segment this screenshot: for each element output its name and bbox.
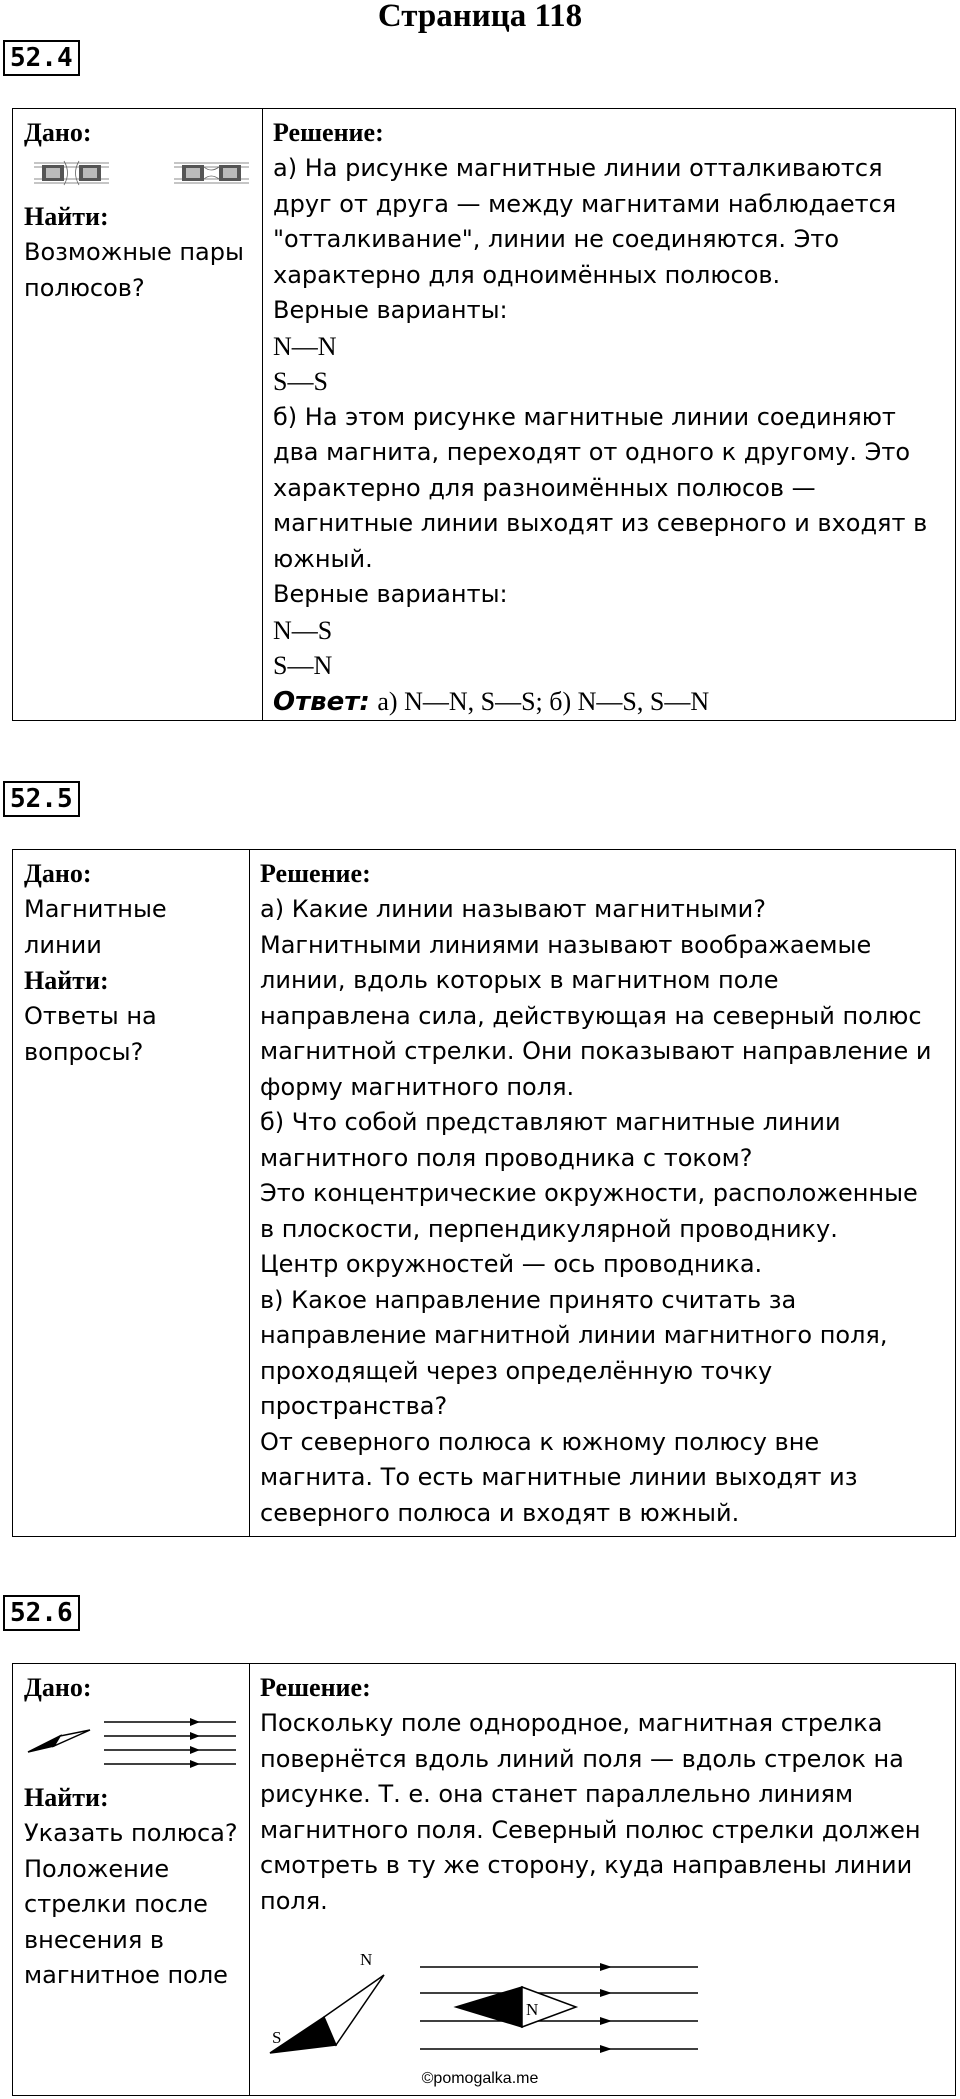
needle-north-label: N (526, 2000, 539, 2019)
magnet-pairs-figure (24, 153, 254, 193)
solution-line: направлена сила, действующая на северный полюс (260, 1001, 922, 1030)
solution-header: Решение: (260, 1673, 371, 1702)
find-text: Возможные пары полюсов? (24, 238, 244, 302)
solution-line: поля. (260, 1886, 328, 1915)
given-text: Магнитные линии (24, 895, 167, 959)
pole-pair: S—S (273, 367, 328, 396)
solution-line: линии, вдоль которых в магнитном поле (260, 966, 779, 994)
solution-line: в плоскости, перпендикулярной проводнику. (260, 1214, 838, 1243)
solution-line: два магнита, переходят от одного к другому. Это (273, 438, 911, 466)
solution-line: а) На рисунке магнитные линии отталкиваются (273, 154, 883, 182)
solution-line: Верные варианты: (273, 580, 508, 608)
find-header: Найти: (24, 1783, 109, 1812)
solution-line: проходящей через определённую точку (260, 1356, 773, 1385)
solution-line: характерно для разноимённых полюсов — (273, 473, 816, 502)
task-52-6 (12, 1663, 956, 2096)
solution-line: "отталкивание", линии не соединяются. Это (273, 225, 840, 253)
given-header: Дано: (24, 1673, 92, 1702)
pole-pair: N—N (273, 331, 337, 361)
solution-line: магнитного поля. Северный полюс стрелки должен (260, 1815, 921, 1844)
needle-in-field-figure (24, 1708, 239, 1774)
solution-line: магнитные линии выходят из северного и входят в (273, 509, 928, 537)
task-52-4 (12, 108, 956, 721)
given-header: Дано: (24, 859, 92, 888)
solution-line: Верные варианты: (273, 296, 508, 324)
solution-line: в) Какое направление принято считать за (260, 1285, 797, 1314)
solution-text (273, 151, 947, 720)
solution-header: Решение: (260, 859, 371, 888)
solution-line: направление магнитной линии магнитного поля, (260, 1321, 888, 1349)
pole-pair: S—N (273, 651, 333, 680)
given-column (13, 850, 250, 1536)
find-text: Указать полюса? Положение стрелки после внесения в магнитное поле (24, 1819, 238, 1989)
solution-line: пространства? (260, 1392, 448, 1420)
find-header: Найти: (24, 966, 109, 995)
solution-line: северного полюса и входят в южный. (260, 1498, 740, 1527)
task-number-52-6: 52.6 (3, 1595, 80, 1631)
solution-line: смотреть в ту же сторону, куда направлены линии (260, 1851, 913, 1879)
solution-line: форму магнитного поля. (260, 1072, 575, 1101)
solution-header: Решение: (273, 118, 384, 147)
solution-text (260, 892, 947, 1531)
page-title: Страница 118 (377, 0, 583, 34)
task-number-52-5: 52.5 (3, 781, 80, 817)
solution-line: От северного полюса к южному полюсу вне (260, 1427, 820, 1456)
given-header: Дано: (24, 118, 92, 147)
find-text: Ответы на вопросы? (24, 1002, 157, 1066)
solution-line: друг от друга — между магнитами наблюдается (273, 189, 897, 218)
find-header: Найти: (24, 202, 109, 231)
task-number-52-4: 52.4 (3, 40, 80, 76)
south-label: S (272, 2028, 282, 2047)
solution-line: б) Что собой представляют магнитные линии (260, 1108, 841, 1136)
solution-line: магнита. То есть магнитные линии выходят из (260, 1463, 858, 1491)
solution-line: южный. (273, 544, 373, 573)
north-label: N (360, 1950, 373, 1969)
answer-label: Ответ: (273, 686, 370, 717)
solution-line: б) На этом рисунке магнитные линии соединяют (273, 402, 896, 431)
solution-line: Магнитными линиями называют воображаемые (260, 930, 872, 959)
solution-line: характерно для одноимённых полюсов. (273, 260, 781, 289)
answer-text: а) N—N, S—S; б) N—S, S—N (377, 686, 710, 716)
watermark: ©pomogalka.me (421, 2070, 539, 2087)
task-52-5 (12, 849, 956, 1537)
answer-line (273, 684, 947, 721)
given-column (13, 109, 263, 720)
solution-column (250, 850, 955, 1536)
pole-pair: N—S (273, 615, 333, 645)
solution-line: Это концентрические окружности, расположенные (260, 1179, 918, 1207)
solution-column (250, 1664, 955, 2095)
solution-line: а) Какие линии называют магнитными? (260, 895, 766, 923)
solution-column (263, 109, 955, 720)
solution-text (260, 1706, 947, 1919)
solution-line: магнитной стрелки. Они показывают направление и (260, 1037, 932, 1065)
solution-needle-figure (260, 1925, 700, 2075)
solution-line: магнитного поля проводника с током? (260, 1143, 753, 1172)
solution-line: рисунке. Т. е. она станет параллельно линиям (260, 1780, 854, 1808)
solution-line: повернётся вдоль линий поля — вдоль стрелок на (260, 1744, 904, 1773)
solution-line: Поскольку поле однородное, магнитная стрелка (260, 1709, 883, 1737)
solution-line: Центр окружностей — ось проводника. (260, 1250, 763, 1278)
given-column (13, 1664, 250, 2095)
